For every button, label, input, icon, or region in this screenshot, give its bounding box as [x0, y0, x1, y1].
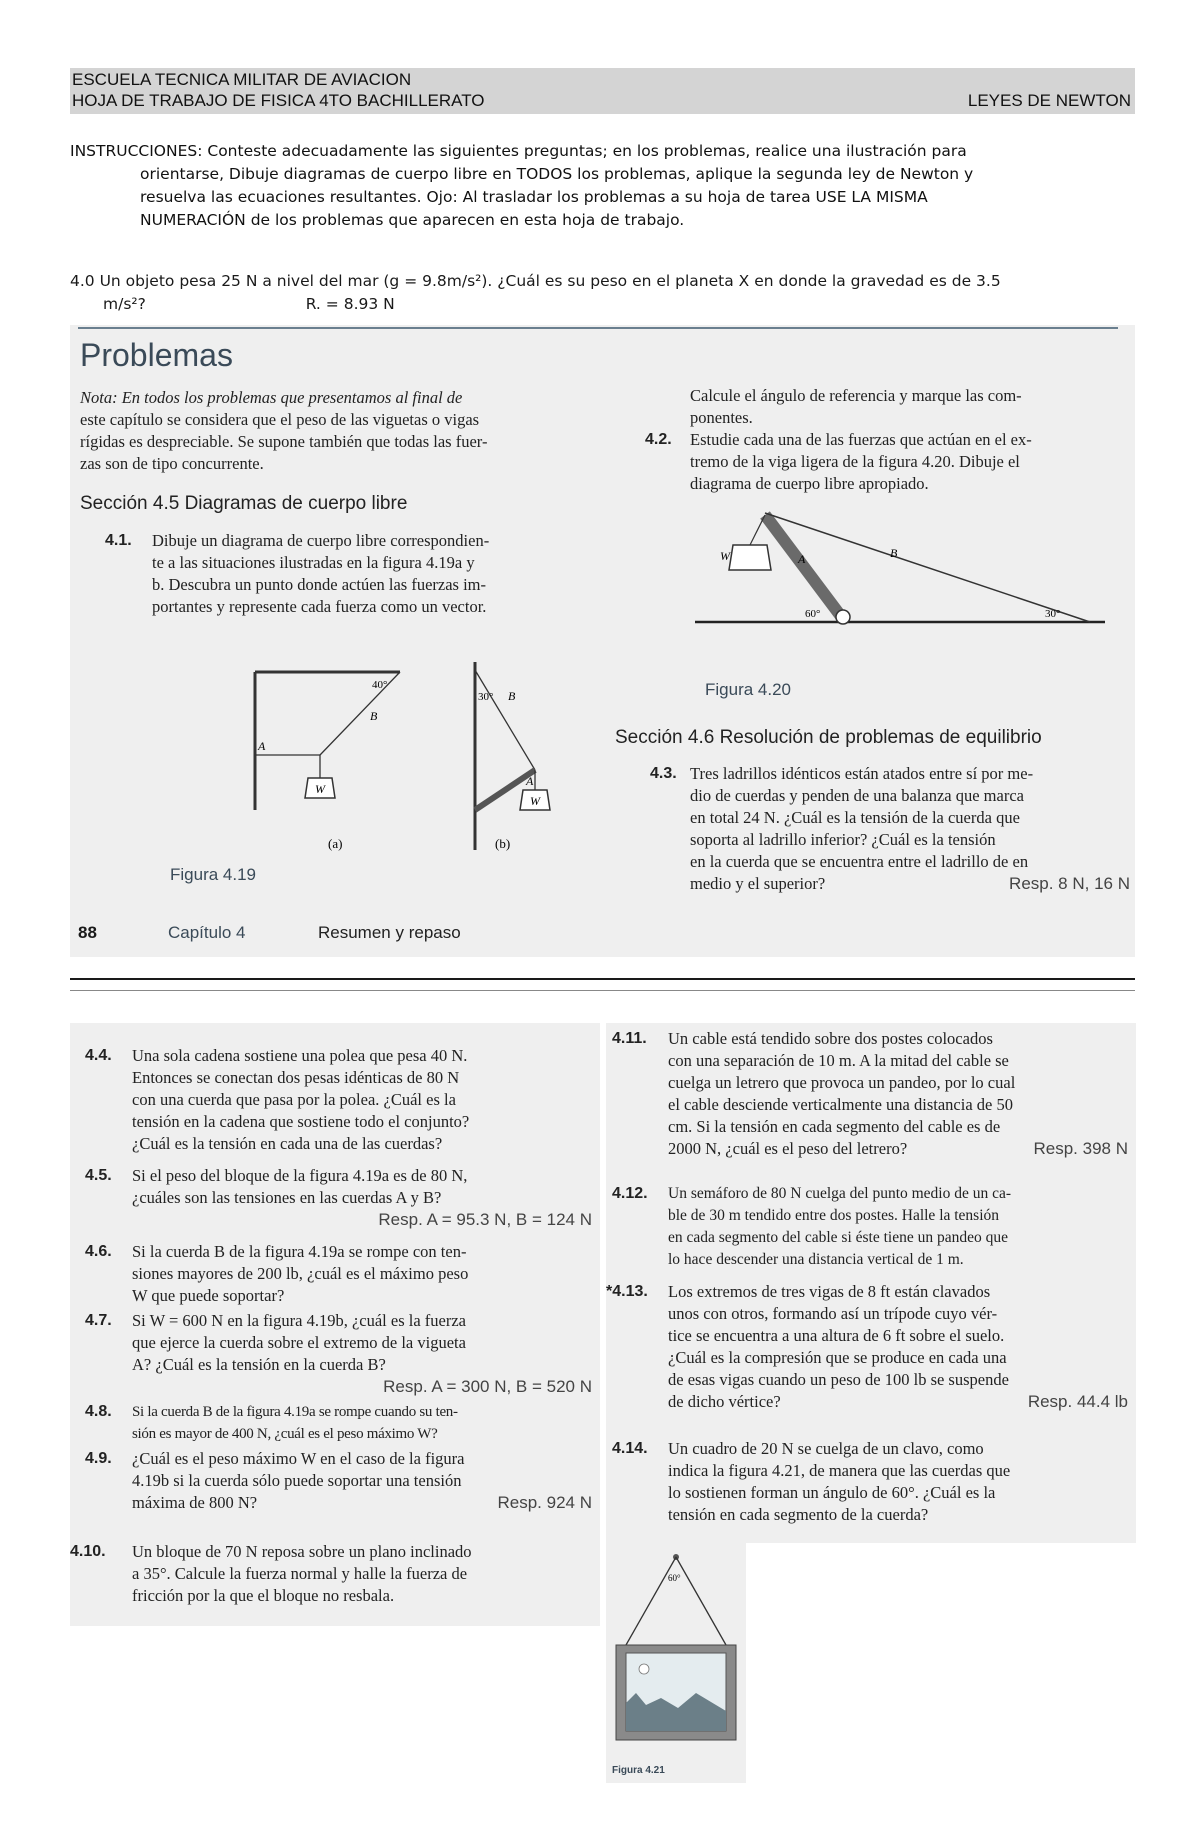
- problem-number: 4.10.: [70, 1543, 106, 1560]
- fig419a-rope-b: [320, 672, 400, 755]
- section-4-5-heading: Sección 4.5 Diagramas de cuerpo libre: [80, 493, 408, 514]
- fig420-beam: [765, 515, 843, 619]
- problem-line: lo hace descender una distancia vertical de 1 m.: [668, 1251, 964, 1268]
- figure-4-19: [160, 660, 580, 890]
- fig420-b-label: B: [890, 546, 898, 560]
- problem-line: Los extremos de tres vigas de 8 ft están clavados: [668, 1282, 991, 1301]
- problems-title: Problemas: [80, 337, 233, 373]
- chapter-label: Capítulo 4: [168, 923, 246, 942]
- fig419b-b-label: B: [508, 689, 516, 703]
- problem-line: Si W = 600 N en la figura 4.19b, ¿cuál es la fuerza: [132, 1311, 467, 1330]
- fig420-angle-2: 30°: [1045, 608, 1061, 620]
- problem-line: tensión en cada segmento de la cuerda?: [668, 1505, 929, 1524]
- problem-4-7-answer: Resp. A = 300 N, B = 520 N: [383, 1377, 592, 1396]
- problem-line: 4.19b si la cuerda sólo puede soportar una tensión: [132, 1471, 462, 1490]
- problem-line: dio de cuerdas y penden de una balanza que marca: [690, 786, 1024, 805]
- fig420-pivot: [836, 610, 850, 624]
- problem-line: siones mayores de 200 lb, ¿cuál es el máximo peso: [132, 1264, 469, 1283]
- worksheet-header: [70, 68, 1135, 114]
- instructions-line: NUMERACIÓN de los problemas que aparecen en esta hoja de trabajo.: [140, 211, 685, 229]
- problem-4-0: [70, 270, 1145, 316]
- note-line: rígidas es despreciable. Se supone también que todas las fuer-: [80, 432, 488, 451]
- problem-line: 2000 N, ¿cuál es el peso del letrero?: [668, 1139, 908, 1158]
- problem-4-0-text: m/s²?: [103, 295, 146, 313]
- fig419a-angle: 40°: [372, 679, 388, 691]
- fig420-weight: [729, 545, 771, 570]
- section-4-6-heading: Sección 4.6 Resolución de problemas de equilibrio: [615, 727, 1042, 748]
- problem-line: W que puede soportar?: [132, 1286, 285, 1305]
- fig419a-b-label: B: [370, 709, 378, 723]
- problem-line: Si el peso del bloque de la figura 4.19a es de 80 N,: [132, 1166, 468, 1185]
- problem-4-0-text: 4.0 Un objeto pesa 25 N a nivel del mar (g = 9.8m/s²). ¿Cuál es su peso en el planeta X en donde la gravedad es de 3.5: [70, 272, 1001, 290]
- problem-line: Un cuadro de 20 N se cuelga de un clavo, como: [668, 1439, 984, 1458]
- problem-line: Estudie cada una de las fuerzas que actúan en el ex-: [690, 430, 1032, 449]
- instructions: [70, 140, 1140, 232]
- fig419b-caption: (b): [495, 836, 511, 851]
- problem-4-5-answer: Resp. A = 95.3 N, B = 124 N: [378, 1210, 592, 1229]
- problem-line: ¿Cuál es el peso máximo W en el caso de la figura: [132, 1449, 465, 1468]
- problem-line: Si la cuerda B de la figura 4.19a se rompe con ten-: [132, 1242, 467, 1261]
- fig420-rope-w: [750, 515, 765, 545]
- problem-line: cuelga un letrero que provoca un pandeo, por lo cual: [668, 1073, 1016, 1092]
- problem-line: ¿Cuál es la compresión que se produce en cada una: [668, 1348, 1007, 1367]
- problem-number: 4.14.: [612, 1440, 648, 1457]
- problem-number: 4.6.: [85, 1243, 112, 1260]
- problem-line: medio y el superior?: [690, 874, 826, 893]
- note-line: zas son de tipo concurrente.: [80, 454, 264, 473]
- problem-line: que ejerce la cuerda sobre el extremo de la vigueta: [132, 1333, 466, 1352]
- problem-line: te a las situaciones ilustradas en la figura 4.19a y: [152, 553, 475, 572]
- problem-line: b. Descubra un punto donde actúen las fuerzas im-: [152, 575, 487, 594]
- chapter-title: Resumen y repaso: [318, 923, 461, 942]
- problem-line: A? ¿Cuál es la tensión en la cuerda B?: [132, 1355, 386, 1374]
- problem-number: 4.12.: [612, 1185, 648, 1202]
- problem-line: portantes y represente cada fuerza como un vector.: [152, 597, 487, 616]
- fig420-angle-1: 60°: [805, 608, 821, 620]
- problem-line: Si la cuerda B de la figura 4.19a se rompe cuando su ten-: [132, 1404, 458, 1420]
- problem-number: 4.2.: [645, 431, 672, 448]
- page-number: 88: [78, 923, 97, 942]
- textbook-excerpt-upper: [70, 325, 1135, 957]
- problem-line: ponentes.: [690, 408, 753, 427]
- figure-4-21-label: Figura 4.21: [612, 1765, 665, 1776]
- problem-number: 4.11.: [612, 1030, 647, 1047]
- problem-line: máxima de 800 N?: [132, 1493, 258, 1512]
- problem-line: diagrama de cuerpo libre apropiado.: [690, 474, 929, 493]
- problem-line: Calcule el ángulo de referencia y marque las com-: [690, 386, 1022, 405]
- figure-4-19-label: Figura 4.19: [170, 865, 256, 884]
- problem-4-0-answer: R. = 8.93 N: [305, 295, 395, 313]
- problem-line: lo sostienen forman un ángulo de 60°. ¿Cuál es la: [668, 1483, 996, 1502]
- problem-line: indica la figura 4.21, de manera que las cuerdas que: [668, 1461, 1011, 1480]
- problem-line: de dicho vértice?: [668, 1392, 781, 1411]
- worksheet-title: HOJA DE TRABAJO DE FISICA 4TO BACHILLERATO: [72, 91, 485, 110]
- instructions-line: orientarse, Dibuje diagramas de cuerpo libre en TODOS los problemas, aplique la segunda ley de Newton y: [140, 165, 974, 183]
- textbook-excerpt-left: [70, 1023, 600, 1626]
- problem-4-9-answer: Resp. 924 N: [497, 1493, 592, 1512]
- fig421-cord-right: [676, 1557, 726, 1645]
- problem-line: soporta al ladrillo inferior? ¿Cuál es la tensión: [690, 830, 996, 849]
- problem-number: 4.3.: [650, 765, 677, 782]
- problem-line: ble de 30 m tendido entre dos postes. Halle la tensión: [668, 1207, 1000, 1224]
- problem-number: 4.1.: [105, 532, 132, 549]
- problem-line: Un semáforo de 80 N cuelga del punto medio de un ca-: [668, 1185, 1012, 1202]
- school-name: ESCUELA TECNICA MILITAR DE AVIACION: [72, 70, 412, 89]
- problem-line: en cada segmento del cable si éste tiene un pandeo que: [668, 1229, 1009, 1246]
- problem-line: unos con otros, formando así un trípode cuyo vér-: [668, 1304, 998, 1323]
- figure-4-20-label: Figura 4.20: [705, 680, 791, 699]
- note-line: este capítulo se considera que el peso de las viguetas o vigas: [80, 410, 480, 429]
- note-line: Nota: En todos los problemas que presentamos al final de: [80, 388, 463, 407]
- problem-line: ¿Cuál es la tensión en cada una de las cuerdas?: [132, 1134, 443, 1153]
- problem-line: en total 24 N. ¿Cuál es la tensión de la cuerda que: [690, 808, 1020, 827]
- problem-number: 4.9.: [85, 1450, 112, 1467]
- instructions-line: resuelva las ecuaciones resultantes. Ojo: Al trasladar los problemas a su hoja de tarea USE LA MISMA: [140, 188, 928, 206]
- problem-number: 4.5.: [85, 1167, 112, 1184]
- figure-4-20: [695, 505, 1115, 645]
- fig420-cable: [765, 513, 1090, 622]
- problem-line: con una cuerda que pasa por la polea. ¿Cuál es la: [132, 1090, 456, 1109]
- problem-line: cm. Si la tensión en cada segmento del cable es de: [668, 1117, 1001, 1136]
- problem-line: de esas vigas cuando un peso de 100 lb se suspende: [668, 1370, 1009, 1389]
- problem-4-13-answer: Resp. 44.4 lb: [1027, 1392, 1128, 1411]
- problem-line: tice se encuentra a una altura de 6 ft sobre el suelo.: [668, 1326, 1005, 1345]
- fig419b-angle: 30°: [478, 691, 494, 703]
- divider-line: [70, 990, 1135, 991]
- fig419a-a-label: A: [258, 739, 266, 753]
- problem-line: Dibuje un diagrama de cuerpo libre correspondien-: [152, 531, 490, 550]
- problem-number: 4.8.: [85, 1403, 112, 1420]
- problem-number: 4.4.: [85, 1047, 112, 1064]
- problem-line: sión es mayor de 400 N, ¿cuál es el peso máximo W?: [132, 1426, 438, 1442]
- problem-line: Tres ladrillos idénticos están atados entre sí por me-: [690, 764, 1034, 783]
- problem-number: *4.13.: [606, 1283, 648, 1300]
- fig419b-w-label: W: [530, 794, 540, 808]
- problem-line: Un bloque de 70 N reposa sobre un plano inclinado: [132, 1542, 472, 1561]
- problem-line: ¿cuáles son las tensiones en las cuerdas A y B?: [132, 1188, 442, 1207]
- problem-line: fricción por la que el bloque no resbala.: [132, 1586, 395, 1605]
- textbook-excerpt-right: [606, 1023, 1136, 1543]
- problem-line: Entonces se conectan dos pesas idénticas de 80 N: [132, 1068, 460, 1087]
- figure-4-21: [606, 1543, 746, 1783]
- fig420-w-label: W: [720, 549, 730, 563]
- fig421-cord-left: [626, 1557, 676, 1645]
- problem-line: en la cuerda que se encuentra entre el ladrillo de en: [690, 852, 1029, 871]
- problem-line: Un cable está tendido sobre dos postes colocados: [668, 1029, 993, 1048]
- problem-4-11-answer: Resp. 398 N: [1033, 1139, 1128, 1158]
- problem-line: Una sola cadena sostiene una polea que pesa 40 N.: [132, 1046, 468, 1065]
- fig419b-rope-b: [475, 670, 535, 770]
- fig419b-a-label: A: [526, 774, 534, 788]
- fig421-moon: [639, 1664, 649, 1674]
- fig421-angle: 60°: [668, 1573, 681, 1583]
- fig420-a-label: A: [798, 552, 806, 566]
- problem-line: a 35°. Calcule la fuerza normal y halle la fuerza de: [132, 1564, 468, 1583]
- problem-line: tremo de la viga ligera de la figura 4.20. Dibuje el: [690, 452, 1020, 471]
- topic-title: LEYES DE NEWTON: [967, 91, 1131, 110]
- divider-line: [70, 978, 1135, 980]
- instructions-line: INSTRUCCIONES: Conteste adecuadamente las siguientes preguntas; en los problemas, realice una ilustración para: [70, 142, 967, 160]
- problem-4-3-answer: Resp. 8 N, 16 N: [1009, 874, 1130, 893]
- problem-line: el cable desciende verticalmente una distancia de 50: [668, 1095, 1013, 1114]
- fig419a-w-label: W: [315, 782, 325, 796]
- problem-line: tensión en la cadena que sostiene todo el conjunto?: [132, 1112, 470, 1131]
- figure-4-21-panel: [606, 1543, 746, 1783]
- fig419a-caption: (a): [328, 836, 343, 851]
- problem-line: con una separación de 10 m. A la mitad del cable se: [668, 1051, 1009, 1070]
- problem-number: 4.7.: [85, 1312, 112, 1329]
